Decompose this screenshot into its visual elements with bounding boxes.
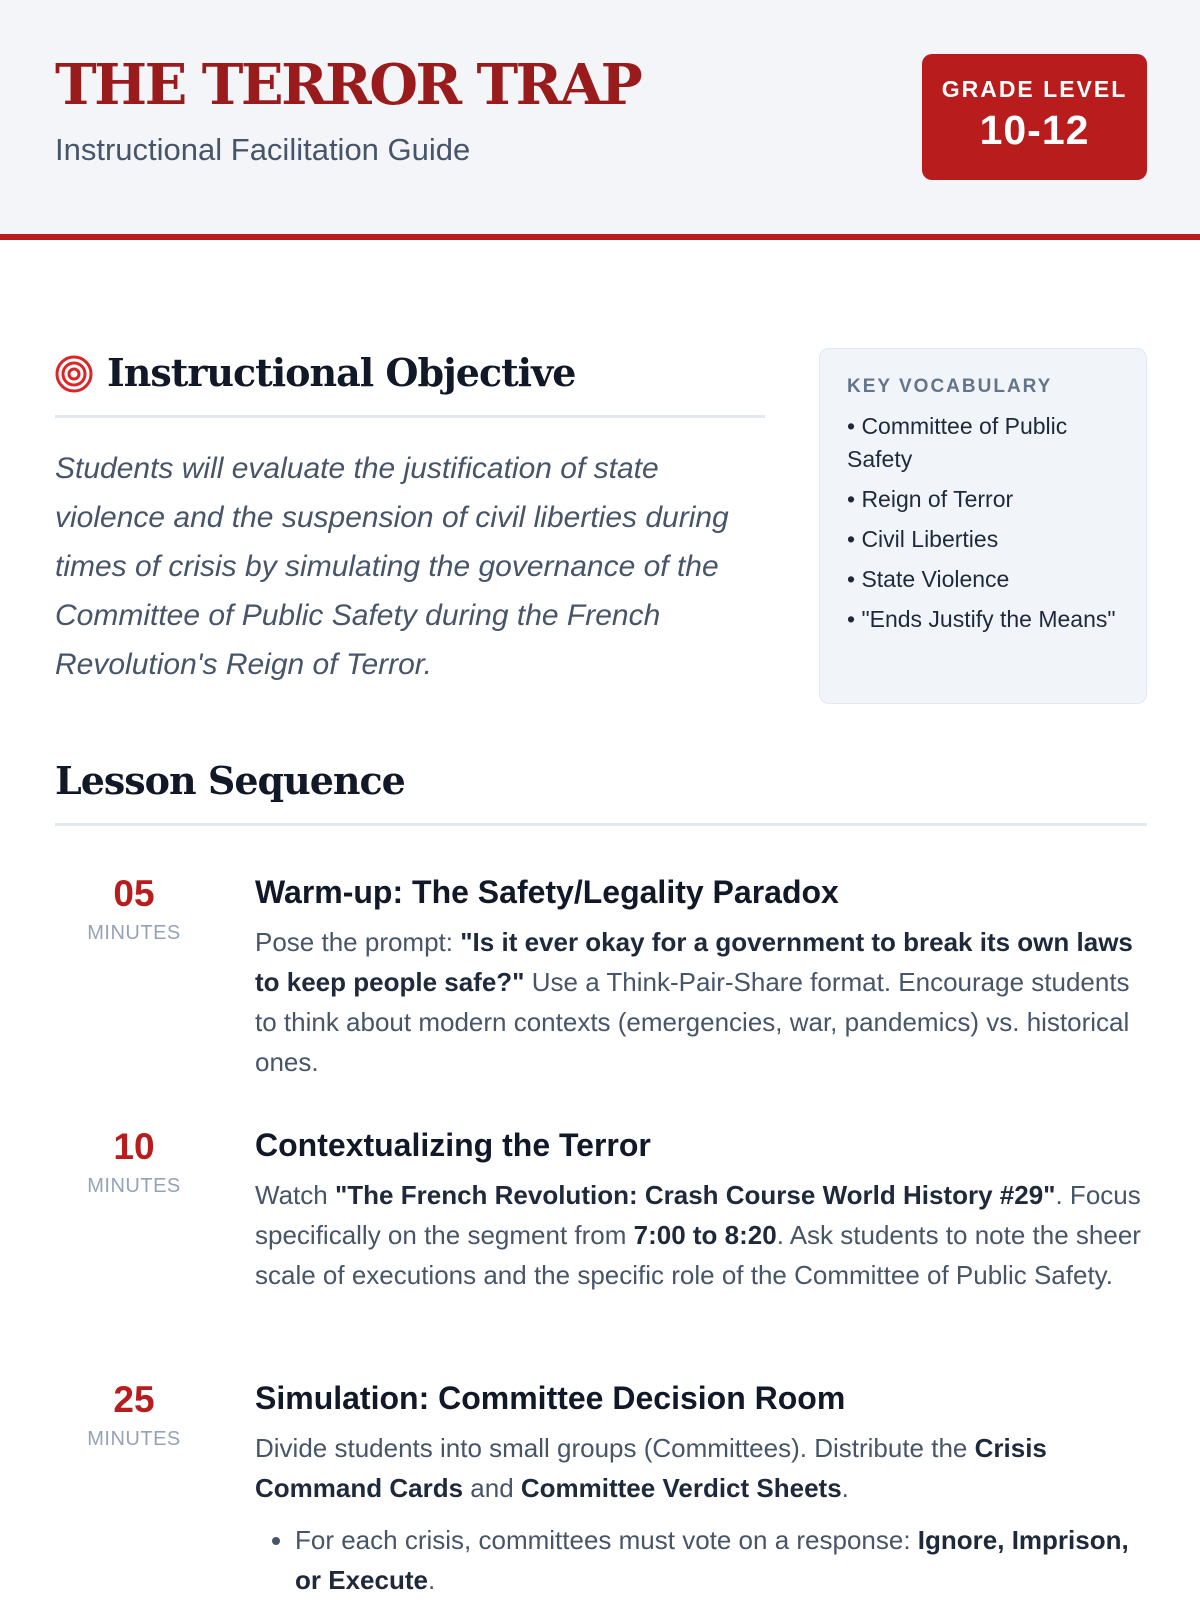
step-duration [55, 872, 213, 945]
lesson-sequence-title: Lesson Sequence [55, 758, 405, 803]
grade-level-badge [922, 54, 1147, 180]
step-duration [55, 1378, 213, 1451]
step-bullet-list [255, 1520, 1147, 1600]
guide-subtitle: Instructional Facilitation Guide [55, 132, 471, 167]
step-title: Contextualizing the Terror [255, 1127, 651, 1163]
step-description: Watch "The French Revolution: Crash Course World History #29". Focus specifically on the segment from 7:00 to 8:20. Ask students to note the sheer scale of executions and the specific role of the Committee of Public Safety. [255, 1180, 1141, 1290]
objective-heading [55, 350, 765, 418]
step-minutes-unit: MINUTES [87, 922, 181, 944]
step-description: Divide students into small groups (Committees). Distribute the Crisis Command Cards and Committee Verdict Sheets. [255, 1433, 1047, 1503]
vocabulary-item: • Committee of Public Safety [847, 413, 1068, 472]
step-bullet: • For each crisis, committees must vote on a response: Ignore, Imprison, or Execute. [295, 1520, 1147, 1600]
step-duration [55, 1125, 213, 1198]
step-minutes-unit: MINUTES [87, 1428, 181, 1450]
step-body [255, 1125, 1147, 1295]
objective-text: Students will evaluate the justification of state violence and the suspension of civil liberties during times of crisis by simulating the governance of the Committee of Public Safety during the French Revolution's Reign of Terror. [55, 452, 729, 681]
vocabulary-item: • "Ends Justify the Means" [847, 606, 1116, 632]
guide-title: THE TERROR TRAP [55, 52, 641, 118]
step-minutes: 05 [113, 873, 155, 914]
step-minutes: 10 [113, 1126, 155, 1167]
key-vocabulary-panel [819, 348, 1147, 704]
step-title: Warm-up: The Safety/Legality Paradox [255, 874, 839, 910]
vocabulary-label: KEY VOCABULARY [847, 376, 1053, 397]
grade-level-label: GRADE LEVEL [941, 76, 1128, 102]
vocabulary-list [847, 410, 1128, 636]
step-body [255, 1378, 1147, 1600]
vocabulary-item: • Civil Liberties [847, 526, 999, 552]
vocabulary-item: • State Violence [847, 566, 1010, 592]
objective-title: Instructional Objective [107, 350, 576, 395]
vocabulary-item: • Reign of Terror [847, 486, 1014, 512]
lesson-sequence-heading [55, 758, 1147, 826]
step-minutes: 25 [113, 1379, 155, 1420]
step-title: Simulation: Committee Decision Room [255, 1380, 846, 1416]
step-body [255, 872, 1147, 1082]
page-header [0, 0, 1200, 240]
target-icon [55, 355, 93, 393]
step-minutes-unit: MINUTES [87, 1175, 181, 1197]
step-description: Pose the prompt: "Is it ever okay for a government to break its own laws to keep people safe?" Use a Think-Pair-Share format. Encourage students to think about modern contexts (emergencies, war, pandemics) vs. historical ones. [255, 927, 1133, 1077]
grade-level-value: 10-12 [979, 107, 1090, 153]
